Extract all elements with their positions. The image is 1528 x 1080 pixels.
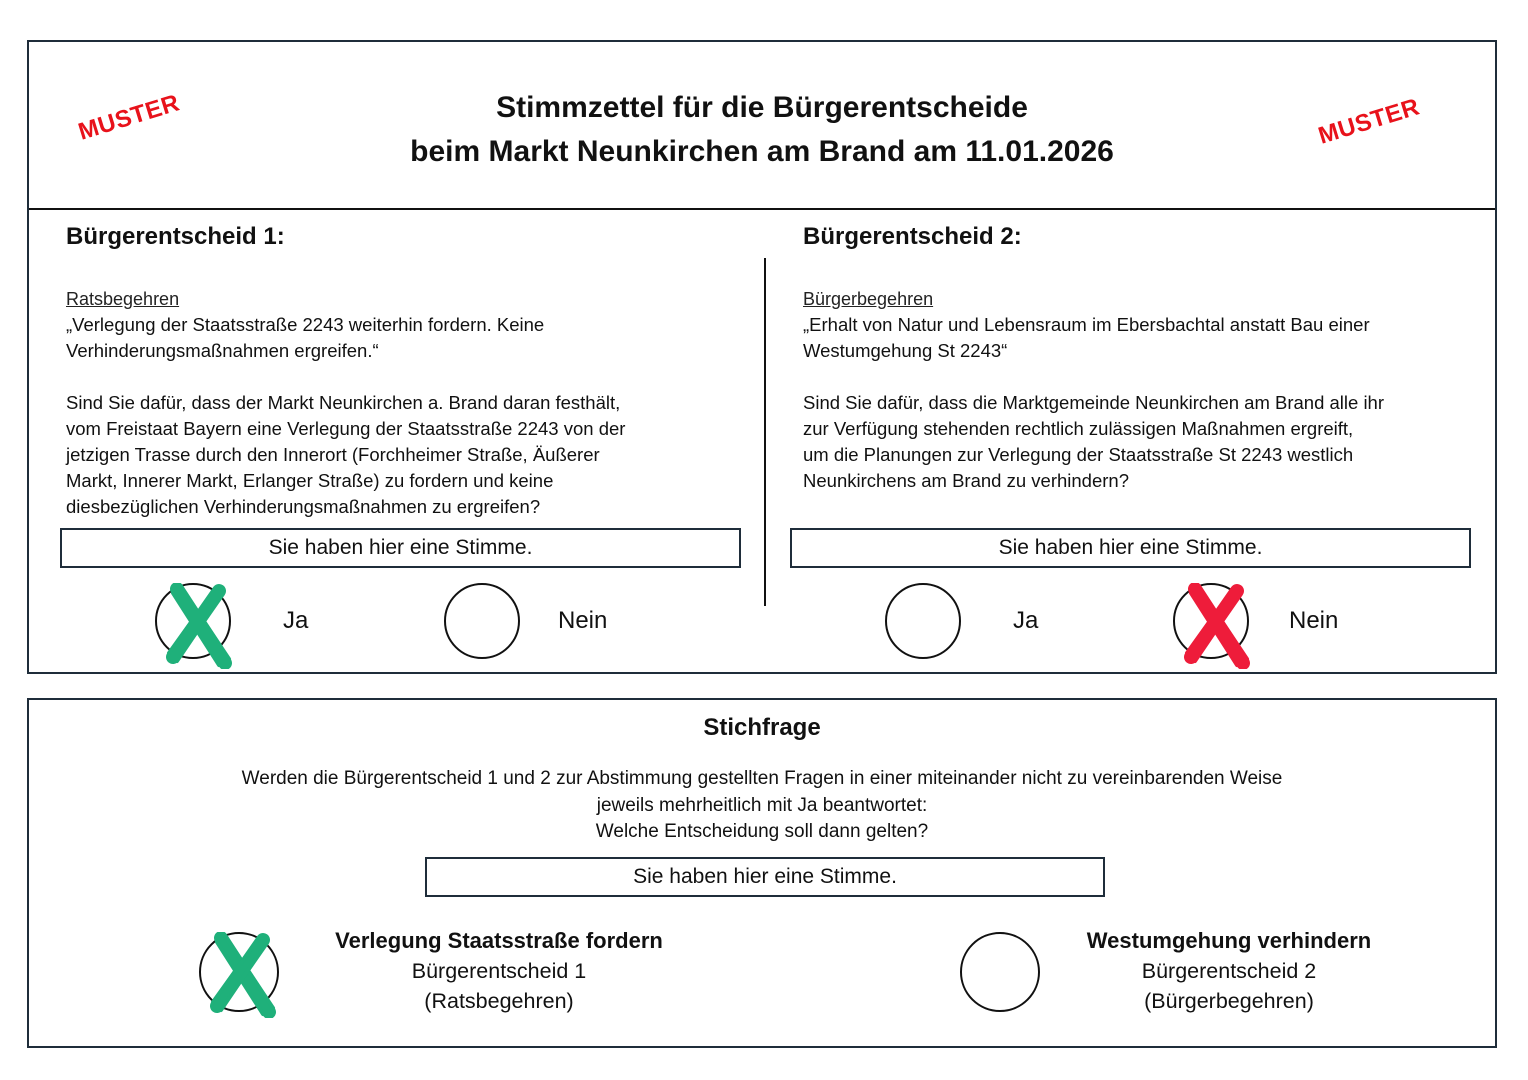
watermark-right: MUSTER bbox=[1315, 93, 1423, 150]
vote-circle[interactable] bbox=[155, 583, 231, 659]
option-kind: (Ratsbegehren) bbox=[424, 989, 574, 1013]
referendum-2-slogan: „Erhalt von Natur und Lebensraum im Ebersbachtal anstatt Bau einer Westumgehung St 2243“ bbox=[803, 314, 1370, 361]
cross-mark-icon bbox=[203, 932, 283, 1018]
title-line-2: beim Markt Neunkirchen am Brand am 11.01.2026 bbox=[410, 135, 1114, 168]
header-divider bbox=[29, 208, 1495, 210]
option-label: Ja bbox=[283, 607, 309, 634]
cross-mark-icon bbox=[159, 583, 239, 669]
stichfrage-title: Stichfrage bbox=[703, 714, 821, 741]
cross-mark-icon bbox=[1177, 583, 1257, 669]
option-subtitle: Bürgerentscheid 2 bbox=[1141, 959, 1317, 983]
referendum-1-heading: Bürgerentscheid 1: bbox=[66, 223, 285, 250]
referendum-2-one-vote-note: Sie haben hier eine Stimme. bbox=[790, 528, 1471, 568]
vote-circle[interactable] bbox=[1173, 583, 1249, 659]
referendum-2-question: Sind Sie dafür, dass die Marktgemeinde Neunkirchen am Brand alle ihr zur Verfügung stehenden rechtlich zulässigen Maßnahmen ergreift, um die Planungen zur Verlegung der Staatsstraße St 2243 westlich Neunkirchens am Brand zu verhindern? bbox=[803, 392, 1385, 491]
title-line-1: Stimmzettel für die Bürgerentscheide bbox=[496, 91, 1028, 124]
watermark-left: MUSTER bbox=[75, 89, 183, 146]
column-divider bbox=[764, 258, 766, 606]
referendum-1-option-ja bbox=[155, 583, 308, 659]
option-subtitle: Bürgerentscheid 1 bbox=[411, 959, 587, 983]
vote-circle[interactable] bbox=[885, 583, 961, 659]
stichfrage-one-vote-note: Sie haben hier eine Stimme. bbox=[425, 857, 1105, 897]
stichfrage-option-2-label bbox=[1029, 926, 1429, 1016]
referendum-1-option-nein bbox=[444, 583, 607, 659]
vote-circle[interactable] bbox=[444, 583, 520, 659]
option-label: Nein bbox=[558, 607, 608, 634]
referendum-2-option-nein bbox=[1173, 583, 1338, 659]
option-label: Nein bbox=[1289, 607, 1339, 634]
stichfrage-question: Werden die Bürgerentscheid 1 und 2 zur Abstimmung gestellten Fragen in einer miteinander nicht zu vereinbarenden Weise jeweils mehrheitlich mit Ja beantwortet: Welche Entscheidung soll dann gelten? bbox=[241, 768, 1283, 842]
vote-circle[interactable] bbox=[960, 932, 1040, 1012]
stichfrage-section bbox=[27, 698, 1497, 1048]
stichfrage-option-1 bbox=[199, 932, 279, 1012]
referendum-1-question: Sind Sie dafür, dass der Markt Neunkirchen a. Brand daran festhält, vom Freistaat Bayern eine Verlegung der Staatsstraße 2243 von der jetzigen Trasse durch den Innerort (Forchheimer Straße, Äußerer Markt, Innerer Markt, Erlanger Straße) zu fordern und keine diesbezüglichen Verhinderungsmaßnahmen zu ergreifen? bbox=[66, 392, 626, 517]
referendum-1-slogan: „Verlegung der Staatsstraße 2243 weiterhin fordern. Keine Verhinderungsmaßnahmen ergreifen.“ bbox=[66, 314, 545, 361]
referendum-1-one-vote-note: Sie haben hier eine Stimme. bbox=[60, 528, 741, 568]
vote-circle[interactable] bbox=[199, 932, 279, 1012]
ballot-main-section bbox=[27, 40, 1497, 674]
stichfrage-option-2 bbox=[960, 932, 1040, 1012]
referendum-1-kind: Ratsbegehren bbox=[66, 289, 180, 309]
referendum-2-option-ja bbox=[885, 583, 1038, 659]
stichfrage-option-1-label bbox=[299, 926, 699, 1016]
ballot-title bbox=[29, 86, 1495, 174]
option-kind: (Bürgerbegehren) bbox=[1144, 989, 1314, 1013]
option-title: Westumgehung verhindern bbox=[1086, 928, 1372, 953]
option-title: Verlegung Staatsstraße fordern bbox=[335, 928, 663, 953]
referendum-1 bbox=[66, 220, 726, 520]
referendum-2-heading: Bürgerentscheid 2: bbox=[803, 223, 1022, 250]
option-label: Ja bbox=[1013, 607, 1039, 634]
referendum-2 bbox=[803, 220, 1463, 494]
referendum-2-kind: Bürgerbegehren bbox=[803, 289, 934, 309]
